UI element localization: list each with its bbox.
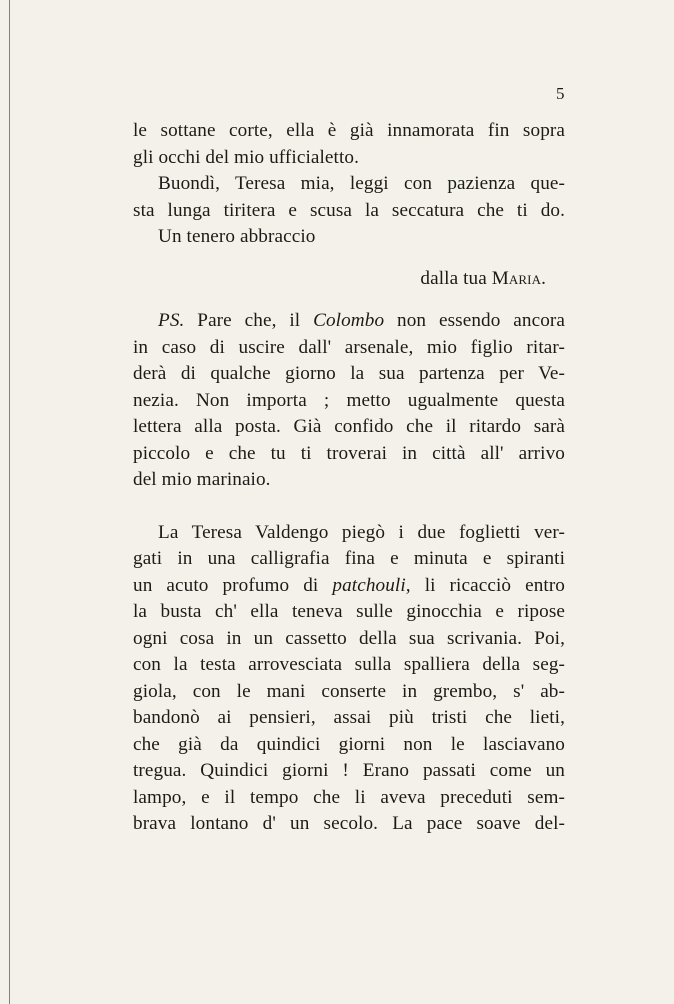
letter-section bbox=[133, 118, 565, 292]
signature-prefix: dalla tua bbox=[420, 267, 487, 289]
text-line: con la testa arrovesciata sulla spalliera della seg- bbox=[133, 654, 565, 675]
text-line: del mio marinaio. bbox=[133, 469, 271, 490]
text-line: in caso di uscire dall' arsenale, mio figlio ritar- bbox=[133, 336, 565, 358]
text-line: brava lontano d' un secolo. La pace soave del- bbox=[133, 813, 565, 834]
letter-signature bbox=[133, 266, 565, 293]
text-line: La Teresa Valdengo piegò i due foglietti ver- bbox=[158, 521, 565, 543]
ps-text: non essendo ancora bbox=[397, 310, 565, 331]
page-number: 5 bbox=[556, 84, 565, 103]
postscript-section bbox=[133, 308, 565, 494]
text-line: Buondì, Teresa mia, leggi con pazienza que- bbox=[158, 173, 565, 194]
narrative-text: un acuto profumo di bbox=[133, 574, 319, 596]
ship-name: Colombo bbox=[313, 310, 385, 331]
text-line bbox=[133, 573, 565, 600]
text-line: la busta ch' ella teneva sulle ginocchia e ripose bbox=[133, 601, 565, 622]
text-line: nezia. Non importa ; metto ugualmente questa bbox=[133, 389, 565, 411]
text-line: Un tenero abbraccio bbox=[158, 226, 316, 247]
text-line: che già da quindici giorni non le lasciavano bbox=[133, 733, 565, 755]
text-line: piccolo e che tu ti troverai in città all' arrivo bbox=[133, 442, 565, 464]
signature-name: Maria. bbox=[491, 267, 546, 289]
ps-label: PS. bbox=[158, 310, 185, 331]
text-line: le sottane corte, ella è già innamorata fin sopra bbox=[133, 120, 565, 141]
text-line bbox=[133, 308, 565, 335]
narrative-section bbox=[133, 520, 565, 838]
text-line: tregua. Quindici giorni ! Erano passati come un bbox=[133, 760, 565, 781]
binding-edge bbox=[9, 0, 10, 1004]
narrative-text: li ricacciò entro bbox=[424, 574, 565, 596]
perfume-name: patchouli, bbox=[332, 574, 411, 596]
ps-text: Pare che, il bbox=[197, 310, 301, 331]
text-line: ogni cosa in un cassetto della sua scrivania. Poi, bbox=[133, 627, 565, 649]
text-line: giola, con le mani conserte in grembo, s' ab- bbox=[133, 680, 565, 702]
text-line: sta lunga tiritera e scusa la seccatura che ti do. bbox=[133, 199, 565, 221]
text-line: lettera alla posta. Già confido che il ritardo sarà bbox=[133, 416, 565, 437]
text-line: gati in una calligrafia fina e minuta e spiranti bbox=[133, 548, 565, 569]
text-line: gli occhi del mio ufficialetto. bbox=[133, 146, 360, 168]
text-line: lampo, e il tempo che li aveva preceduti sem- bbox=[133, 786, 565, 808]
page-body bbox=[133, 118, 565, 838]
text-line: derà di qualche giorno la sua partenza per Ve- bbox=[133, 363, 565, 384]
text-line: bandonò ai pensieri, assai più tristi che lieti, bbox=[133, 707, 565, 728]
